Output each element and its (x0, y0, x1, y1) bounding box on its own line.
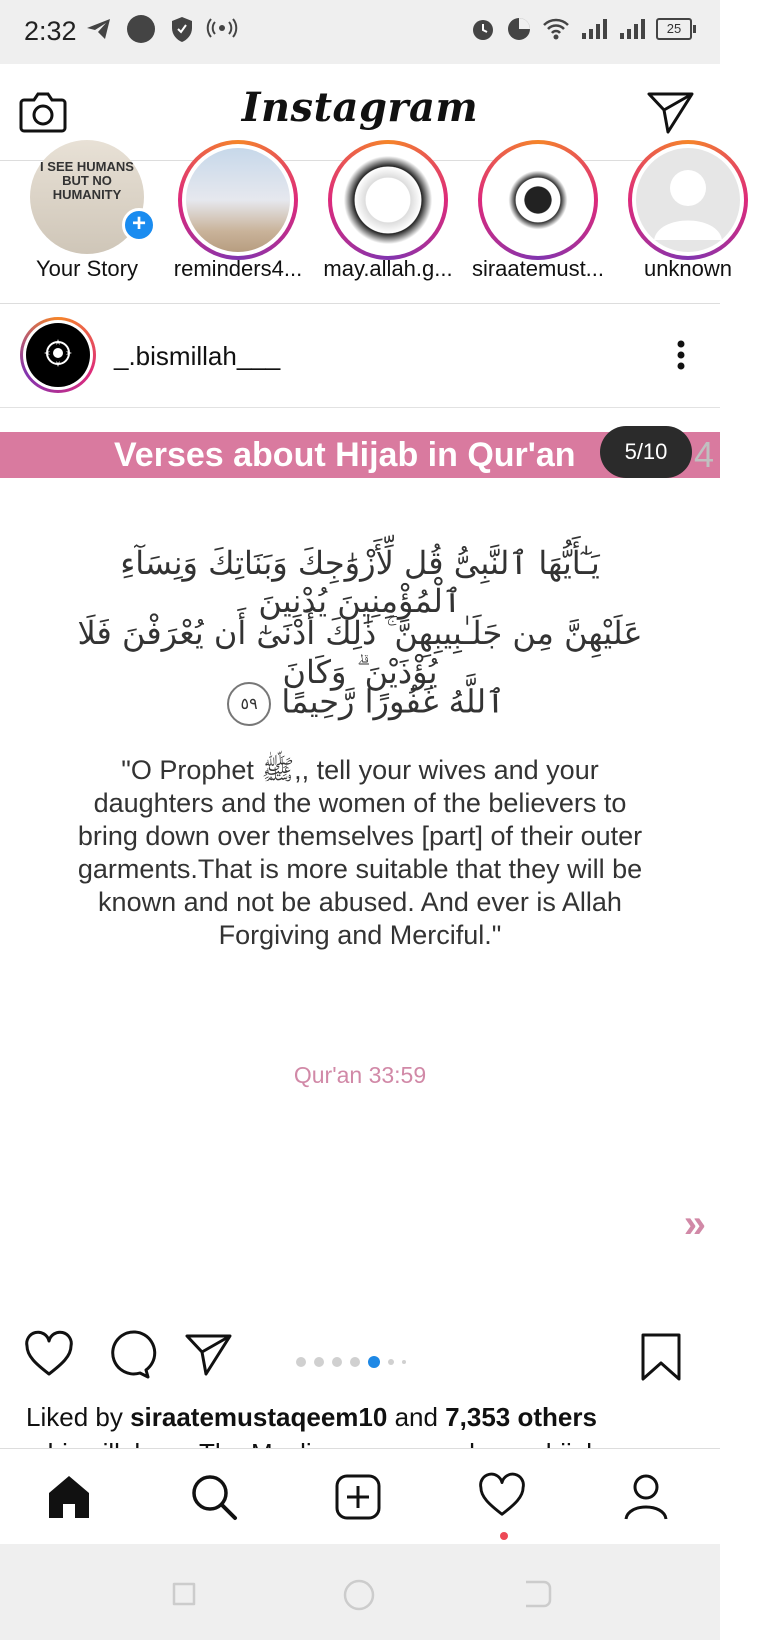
more-options-icon[interactable] (676, 339, 686, 371)
banner-title: Verses about Hijab in Qur'an (114, 436, 576, 474)
system-navigation (0, 1544, 720, 1640)
arabic-line: عَلَيْهِنَّ مِن جَلَـٰبِيبِهِنَّ ۚ ذَٰلِكَ أَدْنَىٰٓ أَن يُعْرَفْنَ فَلَا يُؤْذَيْنَ ۗ وَكَانَ (77, 614, 643, 691)
story-label: unknown (643, 256, 733, 281)
profile-icon[interactable] (622, 1473, 670, 1521)
notification-dot (500, 1532, 508, 1540)
status-time: 2:32 (24, 16, 77, 46)
app-title: Instagram (241, 84, 479, 131)
calligraphy-thumb (336, 148, 440, 252)
add-story-icon[interactable]: + (122, 208, 156, 242)
verse-translation: "O Prophet ﷺ,, tell your wives and your daughters and the women of the believers to bring down over themselves [part] of their outer garments.That is more suitable that they will be known and not be abused. And ever is Allah Forgiving and Merciful." (77, 755, 643, 950)
carousel-dot (350, 1357, 360, 1367)
carousel-dot (402, 1360, 406, 1364)
activity-icon[interactable] (478, 1473, 526, 1519)
back-icon[interactable] (520, 1578, 552, 1610)
status-bar (0, 0, 720, 64)
carousel-dot-active (368, 1356, 380, 1368)
likes-summary[interactable] (26, 1402, 597, 1433)
story-label: siraatemust... (471, 256, 605, 281)
dot-icon (126, 14, 156, 44)
wifi-icon (542, 17, 570, 41)
stories-tray (0, 159, 733, 304)
post-username[interactable]: _.bismillah___ (114, 341, 281, 371)
verse-number: ٥٩ (227, 682, 271, 726)
mosque-thumb (186, 148, 290, 252)
telegram-icon (86, 17, 112, 41)
comment-icon[interactable] (104, 1332, 152, 1380)
shield-icon (170, 15, 194, 43)
story-label: Your Story (36, 256, 138, 281)
direct-message-icon[interactable] (646, 88, 696, 136)
likes-user[interactable]: siraatemustaqeem10 (130, 1402, 388, 1432)
carousel-counter: 5/10 (600, 426, 692, 478)
banner-extra: 4 (693, 434, 714, 475)
like-icon[interactable] (24, 1332, 74, 1378)
default-avatar-icon (636, 148, 740, 252)
status-left-icons (86, 14, 236, 44)
calligraphy-thumb (486, 148, 590, 252)
recent-apps-icon[interactable] (168, 1578, 200, 1610)
signal-icon (618, 18, 646, 40)
bismillah-logo (26, 323, 90, 387)
likes-mid: and (387, 1402, 446, 1432)
story-ring (328, 140, 448, 260)
post-header (0, 303, 720, 408)
hotspot-icon (208, 16, 236, 42)
your-story-thumb-text: I SEE HUMANS BUT NO HUMANITY (40, 159, 134, 202)
story-label: reminders4... (173, 256, 303, 281)
story-ring (178, 140, 298, 260)
likes-prefix: Liked by (26, 1402, 131, 1432)
save-bookmark-icon[interactable] (638, 1332, 684, 1382)
bottom-navigation (0, 1448, 720, 1545)
data-saver-icon (506, 16, 532, 42)
carousel-dot (314, 1357, 324, 1367)
carousel-dot (388, 1359, 394, 1365)
post-avatar[interactable] (20, 317, 96, 393)
likes-count[interactable]: 7,353 others (445, 1402, 597, 1432)
post-actions (0, 1308, 720, 1402)
home-icon[interactable] (46, 1473, 92, 1521)
battery-icon: 25 (656, 18, 692, 40)
arabic-line: يَـٰٓأَيُّهَا ٱلنَّبِىُّ قُل لِّأَزْوَٰجِكَ وَبَنَاتِكَ وَنِسَآءِ ٱلْمُؤْمِنِينَ يُدْنِينَ (120, 544, 600, 620)
story-ring (478, 140, 598, 260)
verse-reference: Qur'an 33:59 (293, 1062, 427, 1088)
post-image[interactable] (0, 408, 720, 1308)
home-button-icon[interactable] (342, 1578, 376, 1612)
carousel-indicator (296, 1356, 406, 1368)
alarm-icon (470, 16, 496, 42)
arabic-line: ٱللَّهُ غَفُورًا رَّحِيمًا (281, 682, 505, 721)
story-label: may.allah.g... (323, 256, 453, 281)
next-slide-hint-icon: » (683, 1202, 706, 1246)
carousel-dot (296, 1357, 306, 1367)
status-right-icons (470, 16, 692, 42)
carousel-dot (332, 1357, 342, 1367)
story-ring (628, 140, 748, 260)
arabic-line-last (70, 682, 650, 726)
new-post-icon[interactable] (334, 1473, 382, 1521)
search-icon[interactable] (190, 1473, 238, 1521)
share-icon[interactable] (184, 1332, 234, 1378)
signal-icon (580, 18, 608, 40)
caption-preview (26, 1438, 601, 1448)
